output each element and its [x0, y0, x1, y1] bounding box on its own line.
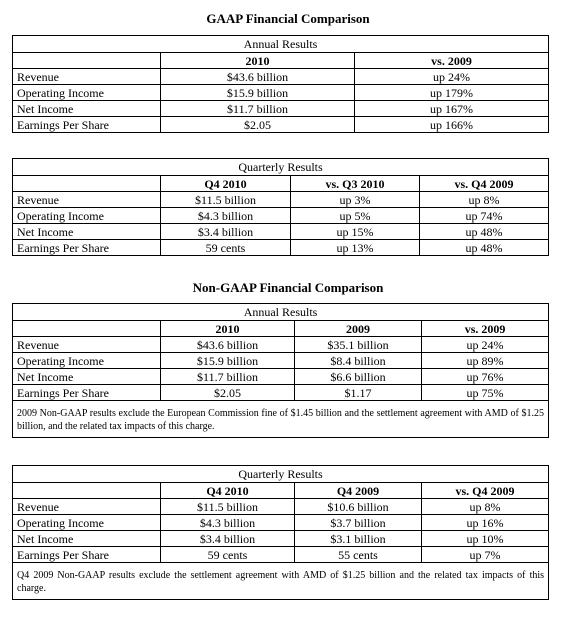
table-row — [13, 499, 549, 515]
column-header — [13, 176, 161, 192]
column-header: Q4 2010 — [161, 176, 291, 192]
table-cell: up 75% — [422, 385, 549, 401]
table-cell: $3.4 billion — [161, 224, 291, 240]
table-row — [13, 353, 549, 369]
table-cell: $43.6 billion — [161, 69, 355, 85]
table-cell: $6.6 billion — [295, 369, 422, 385]
column-header: Q4 2009 — [295, 483, 422, 499]
table-cell: up 48% — [420, 240, 549, 256]
table-cell: $3.1 billion — [295, 531, 422, 547]
table-row — [13, 224, 549, 240]
row-label: Net Income — [13, 224, 161, 240]
table-row — [13, 515, 549, 531]
table-cell: up 167% — [355, 101, 549, 117]
row-label: Net Income — [13, 531, 161, 547]
table-cell: up 74% — [420, 208, 549, 224]
table-cell: up 10% — [422, 531, 549, 547]
table-row — [13, 69, 549, 85]
column-header: 2009 — [295, 321, 422, 337]
row-label: Revenue — [13, 69, 161, 85]
table-note-row — [13, 401, 549, 438]
column-header: vs. Q4 2009 — [420, 176, 549, 192]
table-cell: $11.5 billion — [161, 499, 295, 515]
table-cell: $11.5 billion — [161, 192, 291, 208]
table-caption: Annual Results — [13, 304, 549, 321]
table-cell: up 16% — [422, 515, 549, 531]
table-cell: up 3% — [291, 192, 420, 208]
table-cell: $15.9 billion — [161, 85, 355, 101]
table-caption: Quarterly Results — [13, 159, 549, 176]
table-footnote: 2009 Non-GAAP results exclude the European Commission fine of $1.45 billion and the settlement agreement with AMD of $1.25 billion, and the related tax impacts of this charge. — [13, 401, 549, 438]
table-cell: $11.7 billion — [161, 369, 295, 385]
column-header — [13, 321, 161, 337]
row-label: Earnings Per Share — [13, 385, 161, 401]
table-note-row — [13, 563, 549, 600]
row-label: Revenue — [13, 337, 161, 353]
column-header: 2010 — [161, 321, 295, 337]
table-cell: 59 cents — [161, 547, 295, 563]
column-header: Q4 2010 — [161, 483, 295, 499]
row-label: Net Income — [13, 369, 161, 385]
gaap-section-title: GAAP Financial Comparison — [206, 11, 370, 26]
table-cell: up 48% — [420, 224, 549, 240]
column-header: vs. 2009 — [355, 53, 549, 69]
table-cell: up 13% — [291, 240, 420, 256]
table-cell: 59 cents — [161, 240, 291, 256]
row-label: Earnings Per Share — [13, 117, 161, 133]
table-row — [13, 85, 549, 101]
table-caption: Quarterly Results — [13, 466, 549, 483]
table-cell: up 166% — [355, 117, 549, 133]
table-caption-row — [13, 466, 549, 483]
table-cell: up 7% — [422, 547, 549, 563]
table-cell: up 8% — [422, 499, 549, 515]
table-cell: $15.9 billion — [161, 353, 295, 369]
column-header: 2010 — [161, 53, 355, 69]
table-row — [13, 547, 549, 563]
row-label: Operating Income — [13, 85, 161, 101]
table-cell: up 24% — [355, 69, 549, 85]
table-row — [13, 101, 549, 117]
row-label: Operating Income — [13, 353, 161, 369]
table-cell: up 5% — [291, 208, 420, 224]
table-header-row — [13, 176, 549, 192]
row-label: Net Income — [13, 101, 161, 117]
nongaap-section-title: Non-GAAP Financial Comparison — [192, 280, 384, 295]
table-cell: $1.17 — [295, 385, 422, 401]
table-row — [13, 192, 549, 208]
table-row — [13, 117, 549, 133]
table-cell: $10.6 billion — [295, 499, 422, 515]
table-cell: up 179% — [355, 85, 549, 101]
column-header: vs. Q3 2010 — [291, 176, 420, 192]
table-cell: up 76% — [422, 369, 549, 385]
table-cell: $43.6 billion — [161, 337, 295, 353]
table-row — [13, 337, 549, 353]
column-header: vs. Q4 2009 — [422, 483, 549, 499]
row-label: Earnings Per Share — [13, 240, 161, 256]
gaap-annual-table — [12, 35, 549, 133]
table-row — [13, 531, 549, 547]
table-cell: $8.4 billion — [295, 353, 422, 369]
table-caption-row — [13, 36, 549, 53]
gaap-quarterly-table — [12, 158, 549, 256]
table-cell: $4.3 billion — [161, 515, 295, 531]
table-cell: $2.05 — [161, 117, 355, 133]
table-caption-row — [13, 159, 549, 176]
table-cell: $2.05 — [161, 385, 295, 401]
table-row — [13, 208, 549, 224]
nongaap-annual-table — [12, 303, 549, 438]
table-cell: up 24% — [422, 337, 549, 353]
table-caption-row — [13, 304, 549, 321]
table-cell: $3.7 billion — [295, 515, 422, 531]
row-label: Revenue — [13, 499, 161, 515]
table-cell: up 89% — [422, 353, 549, 369]
table-cell: $4.3 billion — [161, 208, 291, 224]
table-cell: 55 cents — [295, 547, 422, 563]
table-cell: $11.7 billion — [161, 101, 355, 117]
table-cell: up 15% — [291, 224, 420, 240]
nongaap-quarterly-table — [12, 465, 549, 600]
table-cell: $35.1 billion — [295, 337, 422, 353]
column-header: vs. 2009 — [422, 321, 549, 337]
table-header-row — [13, 53, 549, 69]
column-header — [13, 483, 161, 499]
table-header-row — [13, 483, 549, 499]
column-header — [13, 53, 161, 69]
table-header-row — [13, 321, 549, 337]
row-label: Operating Income — [13, 208, 161, 224]
table-row — [13, 240, 549, 256]
row-label: Earnings Per Share — [13, 547, 161, 563]
table-cell: $3.4 billion — [161, 531, 295, 547]
row-label: Revenue — [13, 192, 161, 208]
table-caption: Annual Results — [13, 36, 549, 53]
table-footnote: Q4 2009 Non-GAAP results exclude the settlement agreement with AMD of $1.25 billion and the related tax impacts of this charge. — [13, 563, 549, 600]
row-label: Operating Income — [13, 515, 161, 531]
table-cell: up 8% — [420, 192, 549, 208]
table-row — [13, 385, 549, 401]
table-row — [13, 369, 549, 385]
